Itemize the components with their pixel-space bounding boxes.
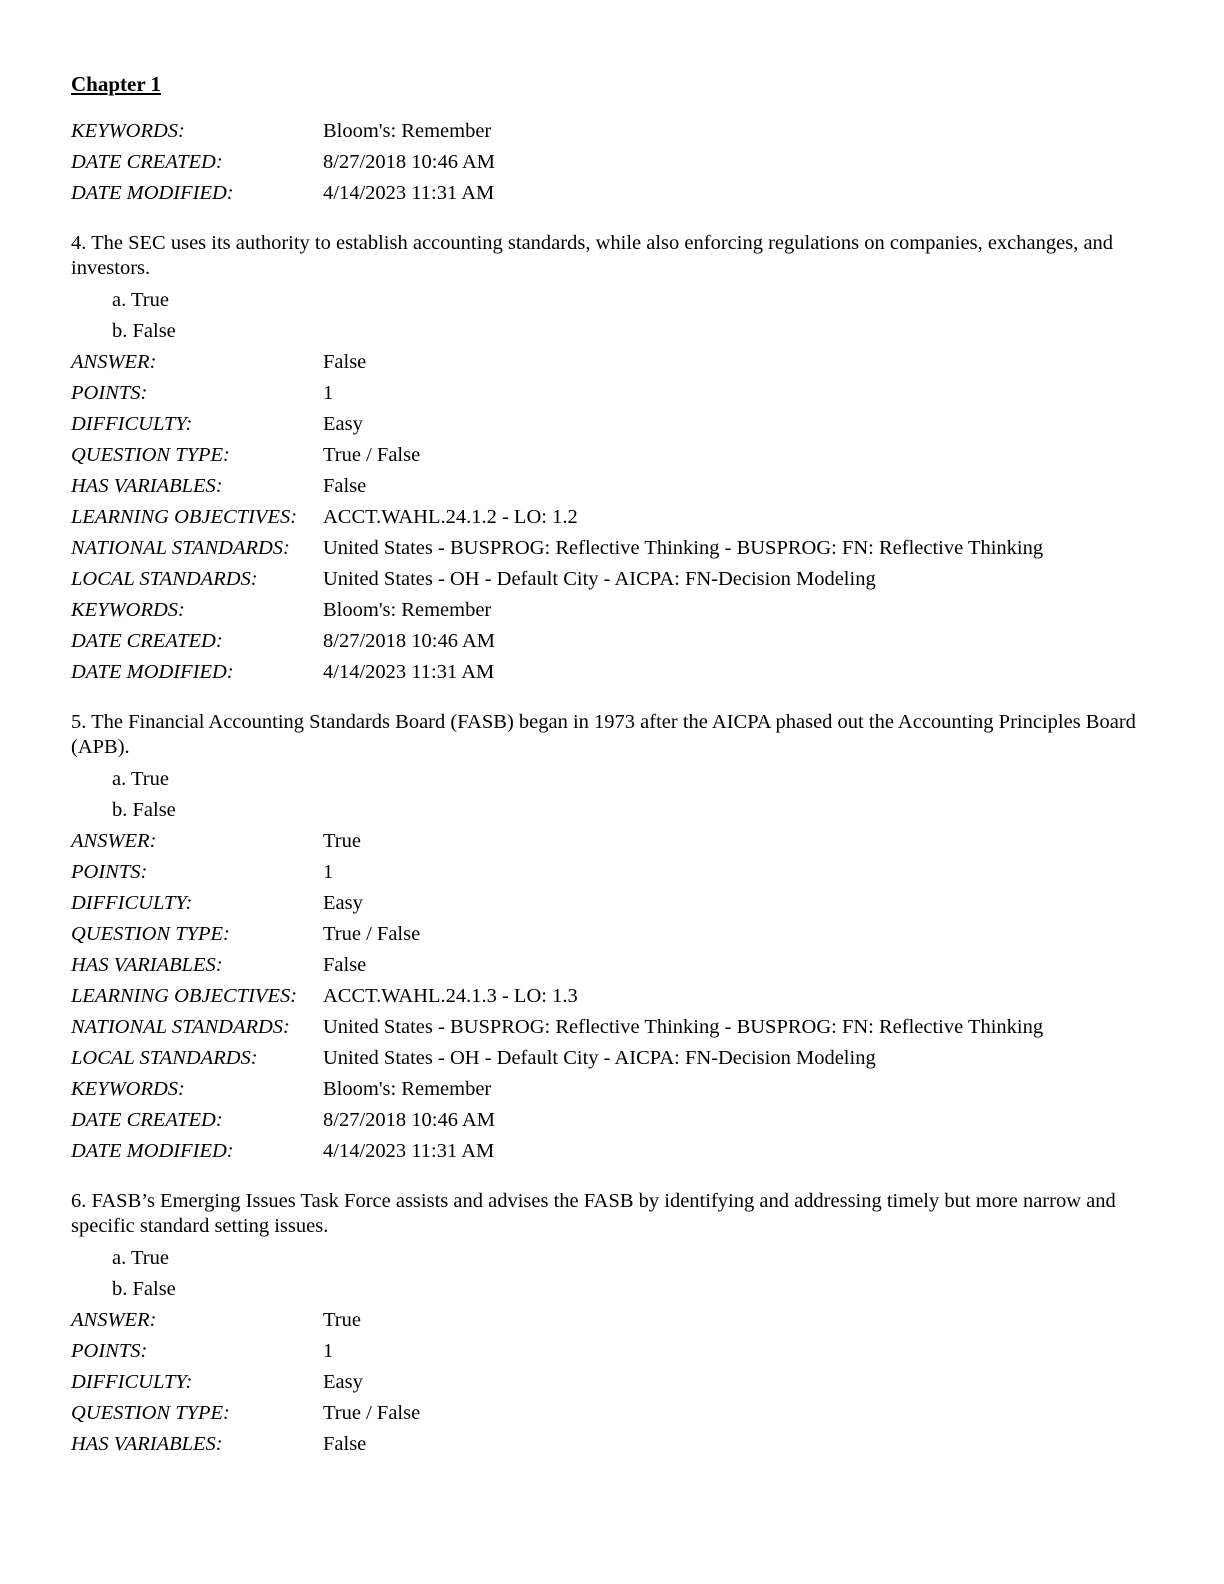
meta-value: United States - OH - Default City - AICPA: FN-Decision Modeling	[323, 1047, 876, 1069]
meta-row	[71, 347, 1171, 378]
question-text: 6. FASB’s Emerging Issues Task Force assists and advises the FASB by identifying and addressing timely but more narrow and specific standard setting issues.	[71, 1190, 1116, 1237]
question-block	[71, 1189, 1171, 1460]
meta-row	[71, 1074, 1171, 1105]
meta-row	[71, 409, 1171, 440]
question-block	[71, 231, 1171, 688]
meta-row	[71, 502, 1171, 533]
meta-label: LEARNING OBJECTIVES:	[71, 506, 298, 528]
meta-row	[71, 440, 1171, 471]
meta-label: POINTS:	[71, 1340, 148, 1362]
answer-option: a. True	[112, 1247, 169, 1269]
meta-label: DATE CREATED:	[71, 1109, 223, 1131]
question-block	[71, 710, 1171, 1167]
meta-value: 8/27/2018 10:46 AM	[323, 1109, 495, 1131]
meta-label: ANSWER:	[71, 351, 157, 373]
meta-value: True	[323, 1309, 361, 1331]
meta-value: 4/14/2023 11:31 AM	[323, 661, 495, 683]
meta-value: ACCT.WAHL.24.1.2 - LO: 1.2	[323, 506, 578, 528]
meta-value: False	[323, 954, 367, 976]
question-text: 4. The SEC uses its authority to establish accounting standards, while also enforcing regulations on companies, exchanges, and investors.	[71, 232, 1114, 279]
meta-value: True / False	[323, 444, 421, 466]
meta-row	[71, 1105, 1171, 1136]
meta-row	[71, 564, 1171, 595]
meta-value: False	[323, 475, 367, 497]
meta-value: ACCT.WAHL.24.1.3 - LO: 1.3	[323, 985, 578, 1007]
meta-value: 1	[323, 382, 334, 404]
answer-option: b. False	[112, 1278, 176, 1300]
meta-label: DATE MODIFIED:	[71, 661, 234, 683]
meta-row	[71, 533, 1171, 564]
meta-label: HAS VARIABLES:	[71, 1433, 223, 1455]
meta-row	[71, 826, 1171, 857]
meta-row	[71, 147, 1171, 178]
meta-label: NATIONAL STANDARDS:	[71, 1016, 290, 1038]
meta-label: DIFFICULTY:	[71, 892, 193, 914]
meta-label: KEYWORDS:	[71, 1078, 185, 1100]
meta-label: QUESTION TYPE:	[71, 1402, 230, 1424]
meta-value: Easy	[323, 413, 363, 435]
top-metadata	[71, 116, 1171, 209]
meta-row	[71, 378, 1171, 409]
meta-label: DATE CREATED:	[71, 630, 223, 652]
meta-value: False	[323, 351, 367, 373]
meta-value: United States - BUSPROG: Reflective Thinking - BUSPROG: FN: Reflective Thinking	[323, 1016, 1044, 1038]
meta-row	[71, 1367, 1171, 1398]
meta-label: HAS VARIABLES:	[71, 475, 223, 497]
meta-label: DATE MODIFIED:	[71, 1140, 234, 1162]
meta-value: Bloom's: Remember	[323, 599, 492, 621]
answer-option: b. False	[112, 799, 176, 821]
meta-label: LEARNING OBJECTIVES:	[71, 985, 298, 1007]
answer-option: a. True	[112, 768, 169, 790]
meta-label: DATE MODIFIED:	[71, 182, 234, 204]
meta-value: Easy	[323, 1371, 363, 1393]
meta-value: 4/14/2023 11:31 AM	[323, 1140, 495, 1162]
meta-value: United States - BUSPROG: Reflective Thinking - BUSPROG: FN: Reflective Thinking	[323, 537, 1044, 559]
meta-row	[71, 950, 1171, 981]
meta-label: KEYWORDS:	[71, 120, 185, 142]
meta-row	[71, 657, 1171, 688]
meta-row	[71, 116, 1171, 147]
document-page	[71, 70, 1171, 1460]
meta-value: True / False	[323, 923, 421, 945]
chapter-title: Chapter 1	[71, 72, 162, 96]
meta-label: HAS VARIABLES:	[71, 954, 223, 976]
meta-label: ANSWER:	[71, 830, 157, 852]
question-text: 5. The Financial Accounting Standards Board (FASB) began in 1973 after the AICPA phased out the Accounting Principles Board (APB).	[71, 711, 1136, 758]
meta-row	[71, 919, 1171, 950]
meta-label: DIFFICULTY:	[71, 413, 193, 435]
meta-label: DIFFICULTY:	[71, 1371, 193, 1393]
meta-label: ANSWER:	[71, 1309, 157, 1331]
meta-value: False	[323, 1433, 367, 1455]
meta-row	[71, 1429, 1171, 1460]
meta-label: NATIONAL STANDARDS:	[71, 537, 290, 559]
meta-row	[71, 471, 1171, 502]
meta-label: QUESTION TYPE:	[71, 444, 230, 466]
meta-value: 8/27/2018 10:46 AM	[323, 151, 495, 173]
meta-value: 1	[323, 1340, 334, 1362]
meta-label: LOCAL STANDARDS:	[71, 568, 258, 590]
meta-row	[71, 1012, 1171, 1043]
meta-value: True	[323, 830, 361, 852]
meta-label: POINTS:	[71, 382, 148, 404]
meta-row	[71, 1305, 1171, 1336]
meta-value: United States - OH - Default City - AICPA: FN-Decision Modeling	[323, 568, 876, 590]
meta-row	[71, 1398, 1171, 1429]
meta-value: 4/14/2023 11:31 AM	[323, 182, 495, 204]
meta-value: Easy	[323, 892, 363, 914]
meta-label: KEYWORDS:	[71, 599, 185, 621]
meta-label: DATE CREATED:	[71, 151, 223, 173]
question-list	[71, 231, 1171, 1460]
meta-label: LOCAL STANDARDS:	[71, 1047, 258, 1069]
meta-row	[71, 981, 1171, 1012]
meta-row	[71, 888, 1171, 919]
meta-row	[71, 626, 1171, 657]
meta-value: 1	[323, 861, 334, 883]
meta-row	[71, 857, 1171, 888]
meta-row	[71, 178, 1171, 209]
meta-value: 8/27/2018 10:46 AM	[323, 630, 495, 652]
answer-option: b. False	[112, 320, 176, 342]
meta-label: QUESTION TYPE:	[71, 923, 230, 945]
meta-value: Bloom's: Remember	[323, 1078, 492, 1100]
meta-value: True / False	[323, 1402, 421, 1424]
meta-row	[71, 595, 1171, 626]
meta-row	[71, 1043, 1171, 1074]
meta-value: Bloom's: Remember	[323, 120, 492, 142]
meta-label: POINTS:	[71, 861, 148, 883]
meta-row	[71, 1136, 1171, 1167]
answer-option: a. True	[112, 289, 169, 311]
meta-row	[71, 1336, 1171, 1367]
